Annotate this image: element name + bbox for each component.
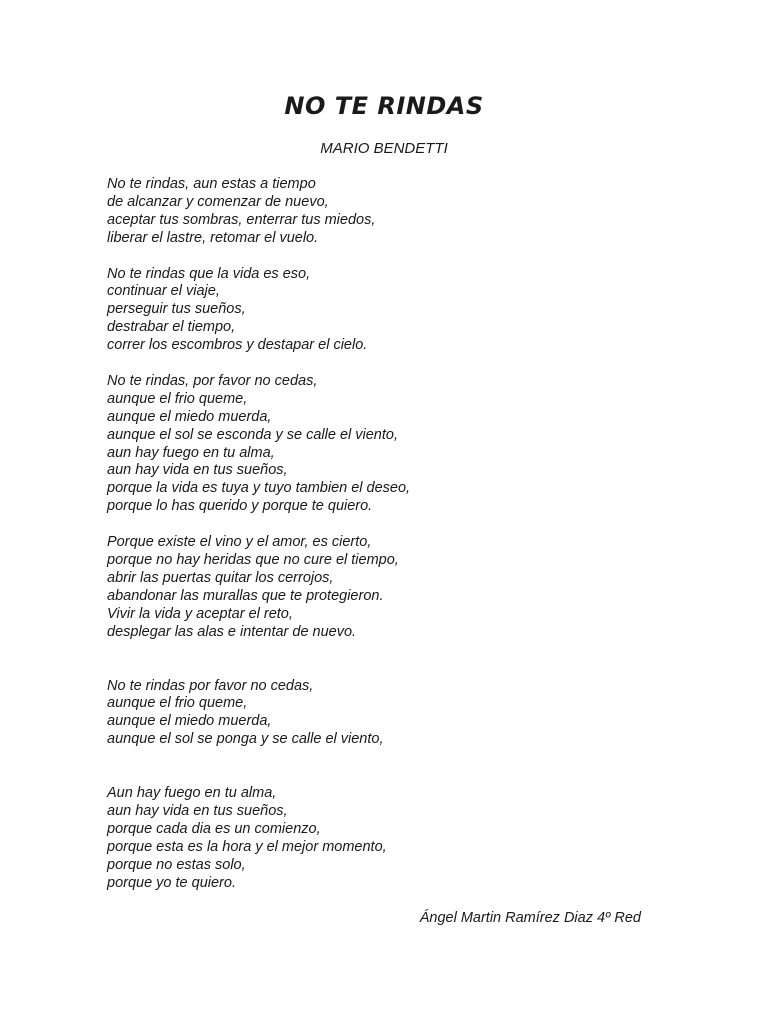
poem-line: de alcanzar y comenzar de nuevo, bbox=[107, 193, 329, 210]
poem-line: porque yo te quiero. bbox=[107, 874, 236, 891]
stanza-spacer bbox=[107, 248, 707, 266]
poem-line: No te rindas que la vida es eso, bbox=[107, 265, 311, 282]
poem-line: No te rindas por favor no cedas, bbox=[107, 677, 314, 694]
author-signature-line: Ángel Martin Ramírez Diaz 4º Red bbox=[419, 910, 641, 926]
poem-line: perseguir tus sueños, bbox=[107, 301, 246, 318]
stanza bbox=[107, 785, 707, 892]
poem-line: porque la vida es tuya y tuyo tambien el deseo, bbox=[107, 480, 411, 497]
stanza bbox=[107, 534, 707, 641]
poem-line: desplegar las alas e intentar de nuevo. bbox=[107, 623, 357, 640]
poem-line: aunque el frio queme, bbox=[107, 695, 248, 712]
poem-line: aun hay fuego en tu alma, bbox=[107, 444, 275, 461]
poem-line: aceptar tus sombras, enterrar tus miedos, bbox=[107, 211, 376, 228]
stanza bbox=[107, 373, 707, 516]
poem-line: Aun hay fuego en tu alma, bbox=[107, 785, 277, 802]
stanza-spacer bbox=[107, 642, 707, 678]
stanza-spacer bbox=[107, 516, 707, 534]
poem-line: correr los escombros y destapar el cielo. bbox=[107, 337, 368, 354]
poem-line: aun hay vida en tus sueños, bbox=[107, 803, 288, 820]
poem-line: abrir las puertas quitar los cerrojos, bbox=[107, 569, 334, 586]
poem-line: porque lo has querido y porque te quiero. bbox=[107, 498, 373, 515]
stanza-spacer bbox=[107, 749, 707, 785]
poem-line: aunque el sol se esconda y se calle el viento, bbox=[107, 426, 398, 443]
poem-line: aun hay vida en tus sueños, bbox=[107, 462, 288, 479]
poem-line: No te rindas, por favor no cedas, bbox=[107, 372, 318, 389]
poem-line: aunque el frio queme, bbox=[107, 390, 248, 407]
poem-line: porque esta es la hora y el mejor momento, bbox=[107, 838, 387, 855]
poem-body bbox=[107, 176, 707, 893]
poem-line: Vivir la vida y aceptar el reto, bbox=[107, 605, 293, 622]
poem-line: porque no hay heridas que no cure el tiempo, bbox=[107, 551, 399, 568]
poem-line: continuar el viaje, bbox=[107, 283, 220, 300]
poem-line: Porque existe el vino y el amor, es cierto, bbox=[107, 534, 372, 551]
poem-line: abandonar las murallas que te protegieron. bbox=[107, 587, 384, 604]
stanza bbox=[107, 678, 707, 750]
poem-line: porque no estas solo, bbox=[107, 856, 246, 873]
poem-line: aunque el miedo muerda, bbox=[107, 713, 272, 730]
poem-line: porque cada dia es un comienzo, bbox=[107, 820, 321, 837]
stanza bbox=[107, 176, 707, 248]
poem-line: aunque el miedo muerda, bbox=[107, 408, 272, 425]
poem-line: destrabar el tiempo, bbox=[107, 319, 236, 336]
poem-line: No te rindas, aun estas a tiempo bbox=[107, 176, 316, 192]
stanza-spacer bbox=[107, 355, 707, 373]
stanza bbox=[107, 266, 707, 356]
poem-line: liberar el lastre, retomar el vuelo. bbox=[107, 229, 319, 246]
poem-line: aunque el sol se ponga y se calle el viento, bbox=[107, 731, 384, 748]
poem-title: NO TE RINDAS bbox=[284, 92, 484, 120]
poem-author: MARIO BENDETTI bbox=[320, 140, 448, 157]
